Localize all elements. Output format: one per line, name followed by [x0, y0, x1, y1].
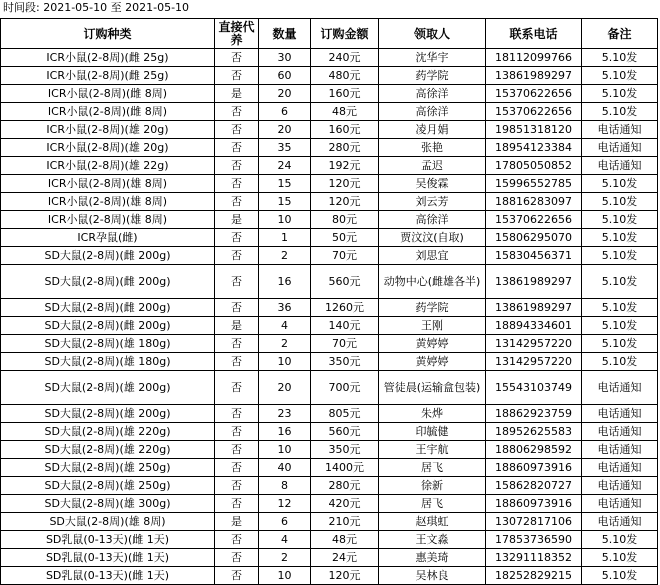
report-period: 时间段: 2021-05-10 至 2021-05-10 [3, 1, 190, 14]
cell-phone: 15370622656 [486, 211, 582, 229]
cell-amount: 1400元 [311, 459, 379, 477]
cell-voucher: 否 [215, 353, 259, 371]
cell-qty: 10 [259, 353, 311, 371]
cell-qty: 2 [259, 335, 311, 353]
cell-note: 电话通知 [582, 157, 658, 175]
table-row [1, 405, 658, 423]
cell-qty: 10 [259, 211, 311, 229]
table-header-row [1, 19, 658, 49]
cell-amount: 805元 [311, 405, 379, 423]
cell-note: 电话通知 [582, 121, 658, 139]
cell-receiver: 张艳 [379, 139, 486, 157]
cell-voucher: 否 [215, 247, 259, 265]
cell-receiver: 凌月娟 [379, 121, 486, 139]
cell-receiver: 王文淼 [379, 531, 486, 549]
cell-voucher: 否 [215, 405, 259, 423]
col-header-amount: 订购金额 [311, 19, 379, 49]
cell-species: ICR小鼠(2-8周)(雌 25g) [1, 67, 215, 85]
cell-note: 5.10发 [582, 103, 658, 121]
table-row [1, 441, 658, 459]
cell-voucher: 否 [215, 121, 259, 139]
table-row [1, 67, 658, 85]
cell-species: SD大鼠(2-8周)(雌 200g) [1, 265, 215, 299]
cell-amount: 560元 [311, 265, 379, 299]
cell-voucher: 否 [215, 335, 259, 353]
cell-amount: 120元 [311, 175, 379, 193]
cell-amount: 160元 [311, 121, 379, 139]
cell-phone: 15862820727 [486, 477, 582, 495]
cell-qty: 20 [259, 121, 311, 139]
cell-phone: 15806295070 [486, 229, 582, 247]
cell-note: 5.10发 [582, 193, 658, 211]
cell-amount: 48元 [311, 531, 379, 549]
cell-receiver: 高徐洋 [379, 211, 486, 229]
table-row [1, 459, 658, 477]
cell-qty: 6 [259, 103, 311, 121]
cell-amount: 48元 [311, 103, 379, 121]
cell-qty: 6 [259, 513, 311, 531]
cell-species: SD大鼠(2-8周)(雌 200g) [1, 299, 215, 317]
cell-voucher: 是 [215, 317, 259, 335]
cell-species: ICR小鼠(2-8周)(雄 8周) [1, 175, 215, 193]
cell-phone: 18860973916 [486, 495, 582, 513]
cell-phone: 17805050852 [486, 157, 582, 175]
cell-qty: 1 [259, 229, 311, 247]
cell-receiver: 惠美琦 [379, 549, 486, 567]
cell-voucher: 否 [215, 477, 259, 495]
cell-qty: 15 [259, 175, 311, 193]
cell-receiver: 王刚 [379, 317, 486, 335]
cell-qty: 4 [259, 531, 311, 549]
cell-phone: 15543103749 [486, 371, 582, 405]
cell-amount: 160元 [311, 85, 379, 103]
cell-phone: 18112099766 [486, 49, 582, 67]
table-row [1, 353, 658, 371]
cell-note: 电话通知 [582, 459, 658, 477]
table-row [1, 299, 658, 317]
cell-qty: 10 [259, 441, 311, 459]
table-row [1, 157, 658, 175]
cell-species: SD大鼠(2-8周)(雄 220g) [1, 423, 215, 441]
cell-note: 5.10发 [582, 317, 658, 335]
cell-receiver: 居飞 [379, 495, 486, 513]
cell-qty: 30 [259, 49, 311, 67]
table-row [1, 265, 658, 299]
cell-note: 电话通知 [582, 477, 658, 495]
cell-species: SD大鼠(2-8周)(雄 180g) [1, 335, 215, 353]
cell-voucher: 否 [215, 549, 259, 567]
cell-qty: 20 [259, 85, 311, 103]
cell-phone: 15830456371 [486, 247, 582, 265]
cell-note: 5.10发 [582, 247, 658, 265]
cell-receiver: 黄婷婷 [379, 353, 486, 371]
cell-note: 5.10发 [582, 353, 658, 371]
cell-receiver: 印毓健 [379, 423, 486, 441]
table-row [1, 193, 658, 211]
cell-voucher: 否 [215, 423, 259, 441]
cell-amount: 1260元 [311, 299, 379, 317]
cell-amount: 560元 [311, 423, 379, 441]
cell-note: 电话通知 [582, 139, 658, 157]
table-row [1, 175, 658, 193]
cell-phone: 18816283097 [486, 193, 582, 211]
cell-phone: 13861989297 [486, 265, 582, 299]
cell-voucher: 否 [215, 371, 259, 405]
cell-species: ICR小鼠(2-8周)(雌 25g) [1, 49, 215, 67]
cell-phone: 13861989297 [486, 299, 582, 317]
cell-note: 5.10发 [582, 567, 658, 585]
cell-phone: 15370622656 [486, 103, 582, 121]
cell-species: ICR小鼠(2-8周)(雄 8周) [1, 211, 215, 229]
cell-receiver: 药学院 [379, 67, 486, 85]
cell-phone: 13072817106 [486, 513, 582, 531]
cell-species: ICR小鼠(2-8周)(雌 8周) [1, 85, 215, 103]
cell-species: SD大鼠(2-8周)(雄 250g) [1, 459, 215, 477]
cell-phone: 13142957220 [486, 335, 582, 353]
cell-voucher: 否 [215, 49, 259, 67]
cell-species: ICR孕鼠(雌) [1, 229, 215, 247]
col-header-voucher: 直接代养 [215, 19, 259, 49]
cell-phone: 19851318120 [486, 121, 582, 139]
col-header-species: 订购种类 [1, 19, 215, 49]
cell-note: 5.10发 [582, 67, 658, 85]
col-header-phone: 联系电话 [486, 19, 582, 49]
cell-voucher: 否 [215, 229, 259, 247]
orders-table [0, 18, 658, 585]
table-row [1, 139, 658, 157]
cell-qty: 35 [259, 139, 311, 157]
table-row [1, 49, 658, 67]
cell-note: 电话通知 [582, 423, 658, 441]
cell-amount: 24元 [311, 549, 379, 567]
cell-qty: 8 [259, 477, 311, 495]
cell-note: 5.10发 [582, 265, 658, 299]
cell-receiver: 刘云芳 [379, 193, 486, 211]
cell-phone: 18252829215 [486, 567, 582, 585]
cell-phone: 18860973916 [486, 459, 582, 477]
cell-receiver: 贾汶汶(自取) [379, 229, 486, 247]
cell-voucher: 否 [215, 495, 259, 513]
cell-species: SD大鼠(2-8周)(雄 200g) [1, 405, 215, 423]
cell-receiver: 黄婷婷 [379, 335, 486, 353]
cell-qty: 40 [259, 459, 311, 477]
table-row [1, 477, 658, 495]
cell-amount: 700元 [311, 371, 379, 405]
cell-receiver: 管徒晨(运输盒包装) [379, 371, 486, 405]
table-row [1, 121, 658, 139]
col-header-qty: 数量 [259, 19, 311, 49]
cell-phone: 17853736590 [486, 531, 582, 549]
cell-species: SD大鼠(2-8周)(雄 8周) [1, 513, 215, 531]
cell-note: 5.10发 [582, 85, 658, 103]
cell-amount: 70元 [311, 335, 379, 353]
cell-voucher: 否 [215, 265, 259, 299]
cell-species: SD大鼠(2-8周)(雄 300g) [1, 495, 215, 513]
cell-note: 5.10发 [582, 531, 658, 549]
cell-note: 5.10发 [582, 211, 658, 229]
cell-qty: 36 [259, 299, 311, 317]
cell-amount: 350元 [311, 353, 379, 371]
cell-voucher: 否 [215, 175, 259, 193]
cell-note: 5.10发 [582, 175, 658, 193]
cell-species: ICR小鼠(2-8周)(雄 22g) [1, 157, 215, 175]
cell-phone: 18952625583 [486, 423, 582, 441]
cell-qty: 16 [259, 423, 311, 441]
cell-qty: 20 [259, 371, 311, 405]
table-row [1, 317, 658, 335]
cell-amount: 280元 [311, 139, 379, 157]
cell-qty: 60 [259, 67, 311, 85]
cell-qty: 23 [259, 405, 311, 423]
cell-species: SD大鼠(2-8周)(雄 250g) [1, 477, 215, 495]
cell-amount: 350元 [311, 441, 379, 459]
table-row [1, 211, 658, 229]
cell-note: 电话通知 [582, 441, 658, 459]
table-row [1, 229, 658, 247]
cell-species: SD乳鼠(0-13天)(雌 1天) [1, 567, 215, 585]
cell-species: SD大鼠(2-8周)(雌 200g) [1, 247, 215, 265]
cell-phone: 13291118352 [486, 549, 582, 567]
table-row [1, 335, 658, 353]
cell-amount: 240元 [311, 49, 379, 67]
cell-species: SD大鼠(2-8周)(雄 220g) [1, 441, 215, 459]
cell-receiver: 动物中心(雌雄各半) [379, 265, 486, 299]
cell-voucher: 否 [215, 531, 259, 549]
cell-phone: 13861989297 [486, 67, 582, 85]
cell-species: ICR小鼠(2-8周)(雄 20g) [1, 139, 215, 157]
cell-voucher: 是 [215, 85, 259, 103]
cell-phone: 13142957220 [486, 353, 582, 371]
table-row [1, 247, 658, 265]
cell-qty: 4 [259, 317, 311, 335]
cell-receiver: 刘思宜 [379, 247, 486, 265]
cell-voucher: 否 [215, 157, 259, 175]
cell-receiver: 徐新 [379, 477, 486, 495]
cell-receiver: 赵琪虹 [379, 513, 486, 531]
cell-amount: 50元 [311, 229, 379, 247]
cell-note: 5.10发 [582, 335, 658, 353]
col-header-note: 备注 [582, 19, 658, 49]
cell-voucher: 否 [215, 459, 259, 477]
cell-receiver: 居飞 [379, 459, 486, 477]
table-row [1, 549, 658, 567]
cell-phone: 18954123384 [486, 139, 582, 157]
table-row [1, 513, 658, 531]
cell-phone: 15370622656 [486, 85, 582, 103]
cell-amount: 210元 [311, 513, 379, 531]
table-row [1, 371, 658, 405]
cell-qty: 2 [259, 247, 311, 265]
table-row [1, 103, 658, 121]
cell-qty: 10 [259, 567, 311, 585]
table-row [1, 567, 658, 585]
cell-receiver: 吴林良 [379, 567, 486, 585]
cell-note: 电话通知 [582, 495, 658, 513]
cell-voucher: 是 [215, 513, 259, 531]
cell-note: 电话通知 [582, 513, 658, 531]
cell-amount: 280元 [311, 477, 379, 495]
cell-qty: 24 [259, 157, 311, 175]
cell-amount: 420元 [311, 495, 379, 513]
table-row [1, 423, 658, 441]
cell-voucher: 否 [215, 67, 259, 85]
cell-qty: 12 [259, 495, 311, 513]
cell-amount: 120元 [311, 567, 379, 585]
cell-species: SD大鼠(2-8周)(雄 200g) [1, 371, 215, 405]
cell-species: SD大鼠(2-8周)(雌 200g) [1, 317, 215, 335]
cell-amount: 192元 [311, 157, 379, 175]
cell-species: ICR小鼠(2-8周)(雄 8周) [1, 193, 215, 211]
cell-receiver: 高徐洋 [379, 85, 486, 103]
cell-receiver: 吴俊霖 [379, 175, 486, 193]
cell-species: SD乳鼠(0-13天)(雌 1天) [1, 531, 215, 549]
cell-note: 电话通知 [582, 371, 658, 405]
table-row [1, 495, 658, 513]
cell-note: 5.10发 [582, 549, 658, 567]
cell-receiver: 朱烨 [379, 405, 486, 423]
cell-voucher: 否 [215, 139, 259, 157]
table-row [1, 531, 658, 549]
cell-receiver: 孟迟 [379, 157, 486, 175]
cell-phone: 18894334601 [486, 317, 582, 335]
cell-voucher: 否 [215, 193, 259, 211]
cell-voucher: 否 [215, 567, 259, 585]
col-header-receiver: 领取人 [379, 19, 486, 49]
cell-receiver: 药学院 [379, 299, 486, 317]
orders-body [1, 49, 658, 585]
cell-species: ICR小鼠(2-8周)(雌 8周) [1, 103, 215, 121]
cell-species: ICR小鼠(2-8周)(雄 20g) [1, 121, 215, 139]
cell-voucher: 否 [215, 299, 259, 317]
cell-note: 5.10发 [582, 229, 658, 247]
cell-phone: 18806298592 [486, 441, 582, 459]
cell-qty: 2 [259, 549, 311, 567]
cell-note: 电话通知 [582, 405, 658, 423]
cell-voucher: 否 [215, 441, 259, 459]
cell-voucher: 否 [215, 103, 259, 121]
table-row [1, 85, 658, 103]
cell-amount: 120元 [311, 193, 379, 211]
cell-receiver: 高徐洋 [379, 103, 486, 121]
cell-note: 5.10发 [582, 49, 658, 67]
cell-phone: 15996552785 [486, 175, 582, 193]
cell-amount: 80元 [311, 211, 379, 229]
cell-species: SD大鼠(2-8周)(雄 180g) [1, 353, 215, 371]
cell-amount: 480元 [311, 67, 379, 85]
cell-qty: 16 [259, 265, 311, 299]
cell-voucher: 是 [215, 211, 259, 229]
cell-amount: 70元 [311, 247, 379, 265]
cell-qty: 15 [259, 193, 311, 211]
cell-receiver: 王宇航 [379, 441, 486, 459]
cell-receiver: 沈华宇 [379, 49, 486, 67]
cell-phone: 18862923759 [486, 405, 582, 423]
cell-species: SD乳鼠(0-13天)(雌 1天) [1, 549, 215, 567]
cell-amount: 140元 [311, 317, 379, 335]
cell-note: 5.10发 [582, 299, 658, 317]
